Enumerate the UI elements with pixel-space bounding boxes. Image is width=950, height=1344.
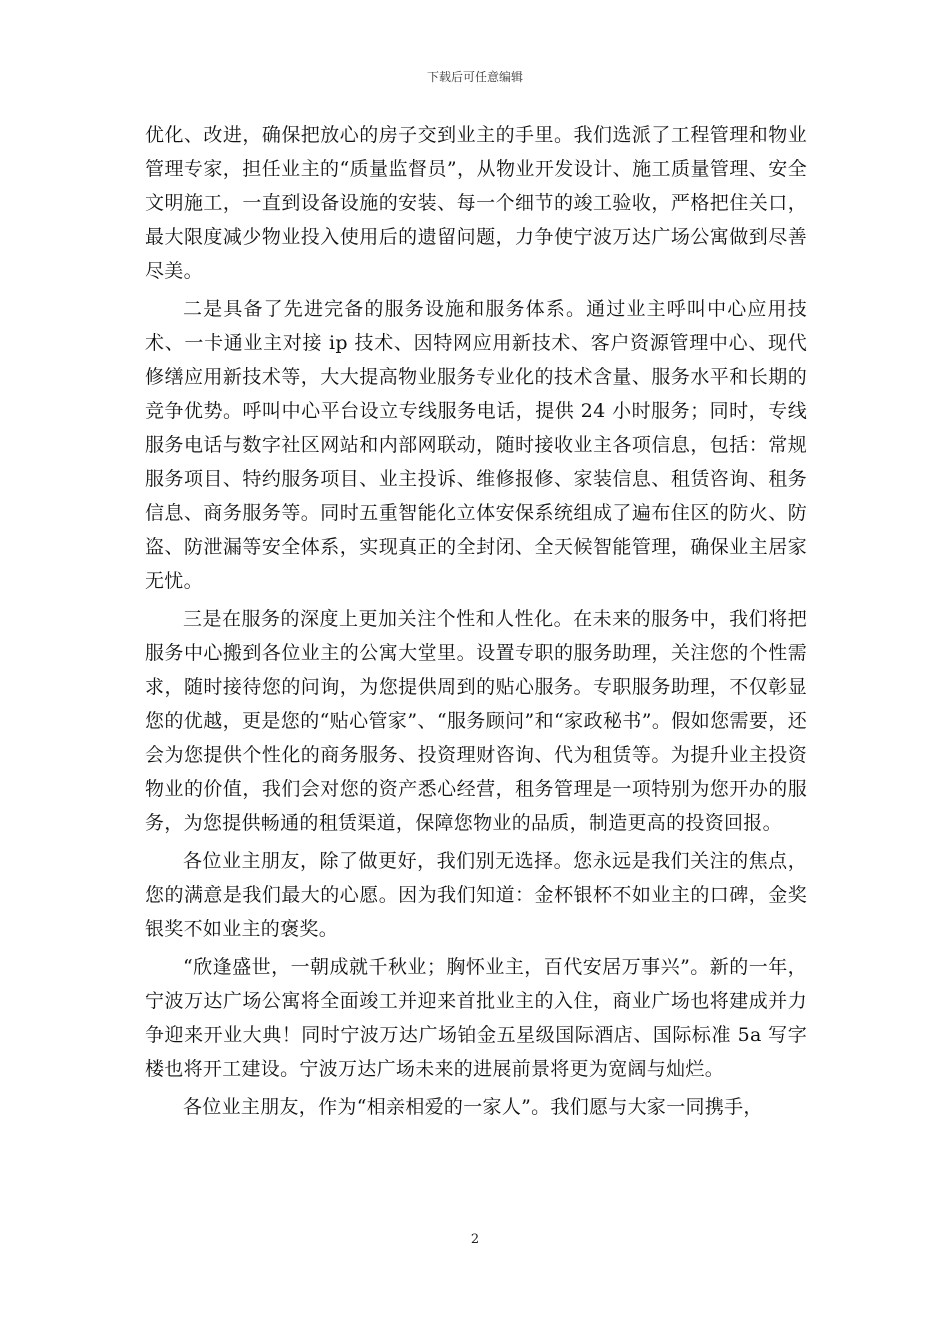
paragraph-service-facilities: 二是具备了先进完备的服务设施和服务体系。通过业主呼叫中心应用技术、一卡通业主对接 ip 技术、因特网应用新技术、客户资源管理中心、现代修缮应用新技术等，大大提高物业服务专业化的技术含量、服务水平和长期的竞争优势。呼叫中心平台设立专线服务电话，提供 24 小时服务；同时，专线服务电话与数字社区网站和内部网联动，随时接收业主各项信息，包括：常规服务项目、特约服务项目、业主投诉、维修报修、家装信息、租赁咨询、租务信息、商务服务等。同时五重智能化立体安保系统组成了遍布住区的防火、防盗、防泄漏等安全体系，实现真正的全封闭、全天候智能管理，确保业主居家无忧。 xyxy=(145,298,807,592)
paragraph-closing: 各位业主朋友，作为“相亲相爱的一家人”。我们愿与大家一同携手， xyxy=(183,1096,763,1118)
paragraph-continued: 优化、改进，确保把放心的房子交到业主的手里。我们选派了工程管理和物业管理专家，担任业主的“质量监督员”，从物业开发设计、施工质量管理、安全文明施工，一直到设备设施的安装、每一个细节的竣工验收，严格把住关口，最大限度减少物业投入使用后的遗留问题，力争使宁波万达广场公寓做到尽善尽美。 xyxy=(145,124,807,282)
paragraph-owner-focus: 各位业主朋友，除了做更好，我们别无选择。您永远是我们关注的焦点，您的满意是我们最大的心愿。因为我们知道：金杯银杯不如业主的口碑，金奖银奖不如业主的褒奖。 xyxy=(145,850,807,940)
page-number: 2 xyxy=(470,1232,480,1247)
document-body xyxy=(145,118,807,1128)
paragraph-personalized-service: 三是在服务的深度上更加关注个性和人性化。在未来的服务中，我们将把服务中心搬到各位业主的公寓大堂里。设置专职的服务助理，关注您的个性需求，随时接待您的问询，为您提供周到的贴心服务。专职服务助理，不仅彰显您的优越，更是您的“贴心管家”、“服务顾问”和“家政秘书”。假如您需要，还会为您提供个性化的商务服务、投资理财咨询、代为租赁等。为提升业主投资物业的价值，我们会对您的资产悉心经营，租务管理是一项特别为您开办的服务，为您提供畅通的租赁渠道，保障您物业的品质，制造更高的投资回报。 xyxy=(145,608,807,834)
page-header: 下载后可任意编辑 xyxy=(426,70,523,84)
paragraph-new-year: “欣逢盛世，一朝成就千秋业；胸怀业主，百代安居万事兴”。新的一年，宁波万达广场公寓将全面竣工并迎来首批业主的入住，商业广场也将建成并力争迎来开业大典！同时宁波万达广场铂金五星级国际酒店、国际标准 5a 写字楼也将开工建设。宁波万达广场未来的进展前景将更为宽阔与灿烂。 xyxy=(145,956,807,1080)
